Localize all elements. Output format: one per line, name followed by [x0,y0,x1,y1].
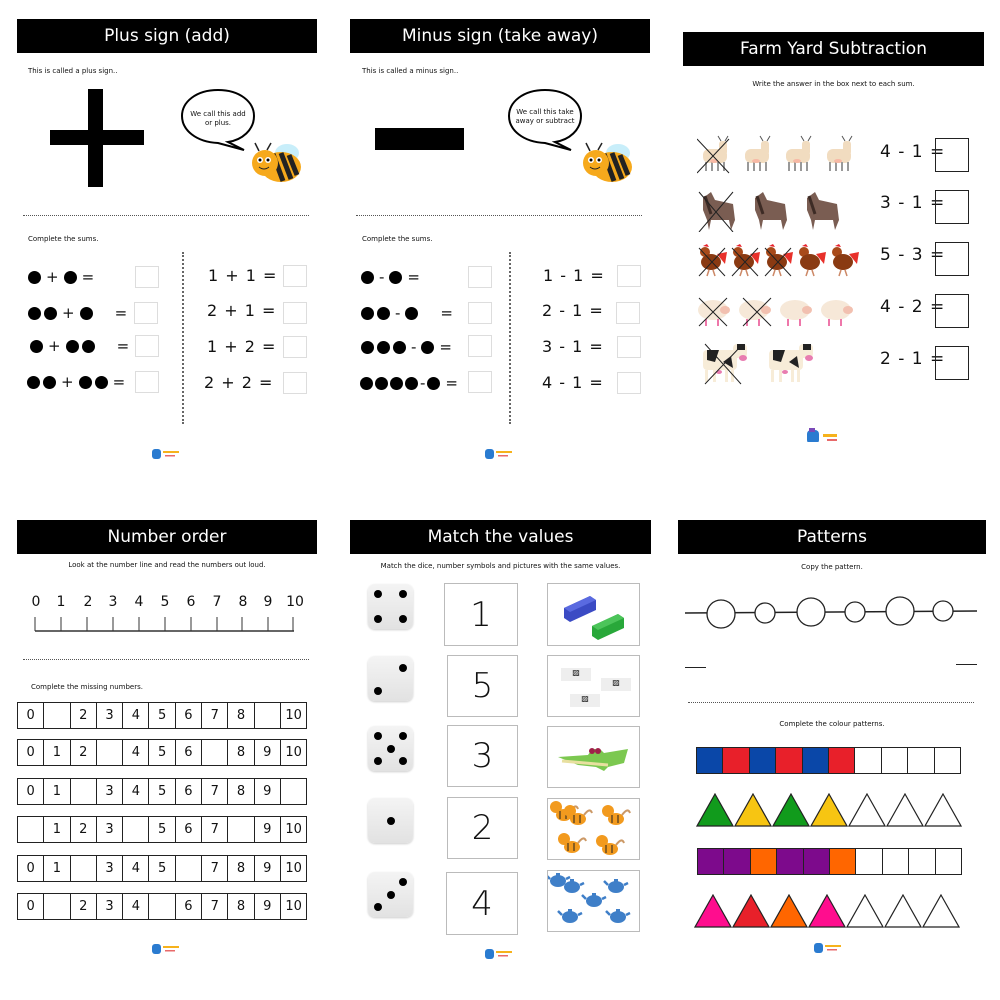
worksheet-minus [333,0,667,480]
answer-box[interactable] [935,242,969,276]
number-line-label: 0 [31,594,41,610]
coloured-triangle-icon [696,793,734,827]
number-cell: 4 [122,702,149,729]
speech-text: We call this take away or subtract [515,108,575,125]
coloured-triangle-icon [734,793,772,827]
dot-sum-row: - = [361,335,457,359]
goat-row-icons [697,135,867,175]
number-cell: 5 [148,855,175,882]
instruction-text: Look at the number line and read the numbers out loud. [68,561,266,569]
worksheet-title: Number order [17,520,317,554]
number-cell: 3 [96,816,123,843]
number-cell: 9 [254,816,281,843]
number-grid-row [18,816,307,843]
number-cell: 2 [70,816,97,843]
missing-number-cell[interactable] [17,816,44,843]
dot-sum-row: + = [30,334,134,358]
number-cell: 1 [43,739,70,766]
missing-number-cell[interactable] [201,739,228,766]
dice-pip [374,903,382,911]
worksheet-match-values [333,500,667,1000]
blank-square[interactable] [854,747,881,774]
farm-sum: 2 - 1 = [880,349,946,369]
number-cell: 0 [17,893,44,920]
number-cell: 8 [227,702,254,729]
number-cell: 1 [43,816,70,843]
worksheet-plus [0,0,333,480]
number-sum: 2 + 2 = [204,373,274,392]
answer-box[interactable] [935,294,969,328]
picture-card-blocks[interactable] [547,583,640,646]
coloured-square [802,747,829,774]
number-cell: 0 [17,739,44,766]
dice-pip [399,732,407,740]
coloured-square [776,848,803,875]
dice-pip [399,664,407,672]
number-line-label: 3 [108,594,118,610]
number-cell: 3 [96,778,123,805]
answer-box[interactable] [468,266,492,288]
speech-text: We call this add or plus. [190,110,246,127]
worksheet-title: Match the values [350,520,651,554]
instruction-text: Complete the sums. [362,235,433,243]
number-cell: 8 [227,893,254,920]
coloured-triangle-icon [732,894,770,928]
number-cell: 0 [17,702,44,729]
number-sum: 3 - 1 = [542,337,604,356]
missing-number-cell[interactable] [122,816,149,843]
number-cell: 1 [43,778,70,805]
dot-sum-row: + = [27,370,130,394]
answer-box[interactable] [935,190,969,224]
blank-square[interactable] [881,747,908,774]
dice-pip [399,878,407,886]
number-line-label: 1 [56,594,66,610]
number-sum: 1 - 1 = [543,266,605,285]
instruction-text: Match the dice, number symbols and pictures with the same values. [380,562,621,570]
answer-box[interactable] [135,371,159,393]
number-cell: 3 [96,702,123,729]
picture-card-crocodile[interactable] [547,726,640,788]
dot-sum-row: - = [361,301,458,325]
number-cell: 5 [148,778,175,805]
picture-card-teapots[interactable] [547,870,640,932]
broken-image-icon: ▨ [570,694,600,707]
dice-pip [374,615,382,623]
number-line-ruler [34,617,296,633]
missing-instruction: Complete the missing numbers. [31,683,143,691]
number-cell: 9 [254,778,281,805]
blank-triangle-icon[interactable] [924,793,962,827]
number-cell: 3 [96,855,123,882]
number-cell: 7 [201,893,228,920]
column-divider [182,252,184,424]
missing-number-cell[interactable] [280,778,307,805]
number-cell: 2 [70,893,97,920]
blank-triangle-icon[interactable] [922,894,960,928]
logo-icon [485,447,515,461]
building-blocks-icon [548,584,641,647]
worksheet-title: Patterns [678,520,986,554]
blank-triangle-icon[interactable] [884,894,922,928]
answer-box[interactable] [283,336,307,358]
number-cell: 3 [96,893,123,920]
coloured-triangle-icon [772,793,810,827]
number-cell: 4 [122,855,149,882]
answer-box[interactable] [617,372,641,394]
dice-pip [374,757,382,765]
dice-1-icon[interactable] [368,798,413,843]
teapot-icons [548,871,641,933]
number-sum: 1 + 2 = [207,337,277,356]
number-cell: 7 [201,816,228,843]
number-line-label: 10 [286,594,304,610]
broken-image-icon: ▨ [601,678,631,691]
dice-pip [387,745,395,753]
number-cell: 5 [148,702,175,729]
answer-box[interactable] [935,346,969,380]
number-cell: 0 [17,855,44,882]
number-grid-row [18,739,307,766]
farm-sum: 4 - 1 = [880,142,946,162]
coloured-triangle-icon [770,894,808,928]
number-cell: 7 [201,778,228,805]
divider [688,702,974,703]
coloured-square [697,848,724,875]
dice-pip [374,687,382,695]
number-cell: 4 [122,778,149,805]
number-cell: 10 [280,816,307,843]
plus-sign-icon [50,89,144,187]
number-cell: 6 [175,702,202,729]
answer-box[interactable] [616,302,640,324]
colour-instruction: Complete the colour patterns. [779,720,885,728]
number-sum: 1 + 1 = [208,266,278,285]
colour-triangle-row [694,894,960,928]
blank-square[interactable] [934,747,961,774]
number-line-label: 6 [186,594,196,610]
colour-triangle-row [696,793,962,827]
number-sum: 2 - 1 = [542,301,604,320]
answer-box[interactable] [135,335,159,357]
divider [356,215,642,216]
number-cell: 5 [148,816,175,843]
dot-sum-row: + = [28,301,132,325]
dot-sum-row: - = [361,265,425,289]
number-cell: 7 [201,702,228,729]
horse-row-icons [697,190,847,232]
number-cell: 10 [280,893,307,920]
number-cell: 2 [70,702,97,729]
logo-icon [807,428,837,442]
answer-box[interactable] [468,371,492,393]
picture-card-tigers[interactable] [547,798,640,860]
blank-square[interactable] [907,747,934,774]
answer-box[interactable] [283,265,307,287]
coloured-square [828,747,855,774]
number-card[interactable]: 1 [444,583,518,646]
number-cell: 7 [201,855,228,882]
number-cell: 9 [254,893,281,920]
missing-number-cell[interactable] [43,893,70,920]
number-cell: 6 [175,778,202,805]
blank-triangle-icon[interactable] [848,793,886,827]
number-line-label: 2 [83,594,93,610]
dot-sum-row: + = [28,265,99,289]
number-cell: 6 [175,739,202,766]
blank-square[interactable] [935,848,962,875]
colour-square-row [697,747,961,774]
instruction-text: Complete the sums. [28,235,99,243]
broken-image-icon: ▨ [561,668,591,681]
answer-box[interactable] [935,138,969,172]
number-card[interactable]: 5 [447,655,518,717]
bead-pattern [685,596,980,630]
coloured-triangle-icon [694,894,732,928]
cow-row-icons [697,342,827,386]
coloured-triangle-icon [810,793,848,827]
number-line-label: 7 [212,594,222,610]
coloured-square [749,747,776,774]
answer-box[interactable] [134,302,158,324]
missing-number-cell[interactable] [175,855,202,882]
answer-box[interactable] [135,266,159,288]
dice-pip [399,590,407,598]
number-cell: 9 [254,855,281,882]
crocodile-icon [548,727,641,789]
number-cell: 6 [175,893,202,920]
number-card[interactable]: 2 [447,797,518,859]
number-cell: 4 [122,739,149,766]
number-cell: 10 [280,739,307,766]
missing-number-cell[interactable] [70,855,97,882]
number-line-label: 8 [238,594,248,610]
worksheet-title: Plus sign (add) [17,19,317,53]
logo-icon [485,947,515,961]
dice-2-icon[interactable] [368,656,413,701]
answer-box[interactable] [283,302,307,324]
dice-pip [374,732,382,740]
number-cell: 8 [227,855,254,882]
dot-sum-row: - = [360,371,463,395]
farm-sum: 4 - 2 = [880,297,946,317]
worksheet-number-order [0,500,333,1000]
missing-number-cell[interactable] [148,893,175,920]
number-cell: 8 [227,778,254,805]
dice-pip [387,891,395,899]
number-line-label: 9 [263,594,273,610]
coloured-square [775,747,802,774]
answer-box[interactable] [617,336,641,358]
answer-box[interactable] [283,372,307,394]
blank-square[interactable] [908,848,935,875]
answer-box[interactable] [617,265,641,287]
logo-icon [152,447,182,461]
number-line-label: 4 [134,594,144,610]
number-grid-row [18,702,307,729]
number-cell: 5 [148,739,175,766]
bee-icon [245,135,305,187]
blank-triangle-icon[interactable] [886,793,924,827]
intro-text: This is called a minus sign.. [362,67,459,75]
worksheet-title: Minus sign (take away) [350,19,650,53]
number-grid-row [18,893,307,920]
number-cell: 9 [254,739,281,766]
dice-5-icon[interactable] [368,726,413,771]
coloured-square [696,747,723,774]
sheep-row-icons [697,296,867,328]
answer-box[interactable] [468,335,492,357]
number-cell: 0 [17,778,44,805]
number-line-label: 5 [160,594,170,610]
picture-card-placeholders[interactable] [547,655,640,717]
number-cell: 8 [227,739,254,766]
coloured-square [803,848,830,875]
blank-square[interactable] [882,848,909,875]
dice-pip [374,590,382,598]
number-cell: 4 [122,893,149,920]
copy-line-right [956,664,977,665]
coloured-square [829,848,856,875]
worksheet-title: Farm Yard Subtraction [683,32,984,66]
worksheet-patterns [667,500,1000,1000]
coloured-triangle-icon [808,894,846,928]
divider [23,659,309,660]
answer-box[interactable] [468,302,492,324]
number-sum: 2 + 1 = [207,301,277,320]
number-card[interactable]: 4 [446,872,518,935]
divider [23,215,309,216]
missing-number-cell[interactable] [70,778,97,805]
farm-sum: 3 - 1 = [880,193,946,213]
number-cell: 2 [70,739,97,766]
instruction-text: Write the answer in the box next to each sum. [752,80,915,88]
missing-number-cell[interactable] [227,816,254,843]
number-sum: 4 - 1 = [542,373,604,392]
number-grid-row [18,855,307,882]
number-card[interactable]: 3 [447,725,518,787]
blank-square[interactable] [855,848,882,875]
logo-icon [814,941,844,955]
number-cell: 6 [175,816,202,843]
dice-pip [399,757,407,765]
coloured-square [722,747,749,774]
missing-number-cell[interactable] [43,702,70,729]
number-cell: 10 [280,855,307,882]
coloured-square [723,848,750,875]
tiger-icons [548,799,641,861]
number-cell: 10 [280,702,307,729]
worksheet-farm-subtraction [667,0,1000,480]
dice-pip [387,817,395,825]
colour-square-row [698,848,962,875]
dice-4-icon[interactable] [368,584,413,629]
column-divider [509,252,511,424]
copy-line-left [685,667,706,668]
intro-text: This is called a plus sign.. [28,67,118,75]
dice-pip [399,615,407,623]
rooster-row-icons [697,244,867,280]
number-cell: 1 [43,855,70,882]
missing-number-cell[interactable] [254,702,281,729]
number-grid-row [18,778,307,805]
copy-instruction: Copy the pattern. [801,563,863,571]
bee-icon [576,135,636,187]
blank-triangle-icon[interactable] [846,894,884,928]
dice-3-icon[interactable] [368,872,413,917]
coloured-square [750,848,777,875]
farm-sum: 5 - 3 = [880,245,946,265]
logo-icon [152,942,182,956]
missing-number-cell[interactable] [96,739,123,766]
minus-sign-icon [375,128,464,150]
